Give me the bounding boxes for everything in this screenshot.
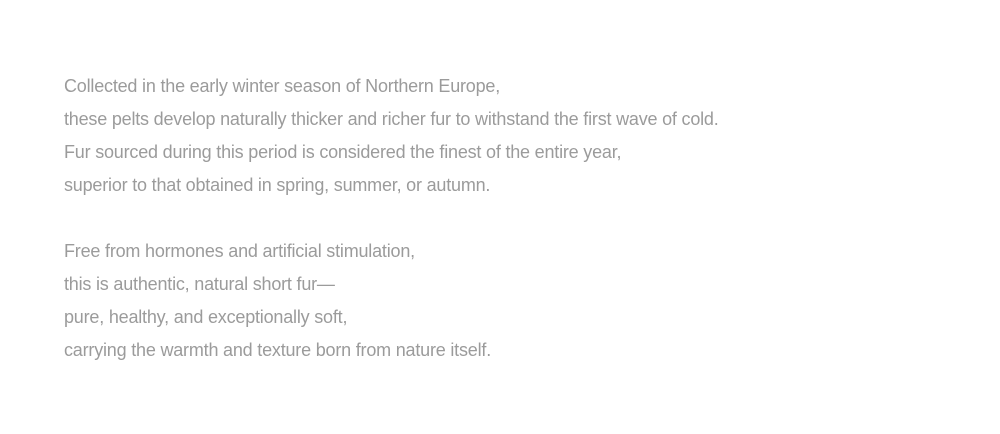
text-line: Collected in the early winter season of Northern Europe, [64,76,501,96]
text-line: carrying the warmth and texture born from nature itself. [64,340,491,360]
text-line: superior to that obtained in spring, summer, or autumn. [64,175,491,195]
text-line: Free from hormones and artificial stimulation, [64,241,415,261]
text-line: Fur sourced during this period is considered the finest of the entire year, [64,142,622,162]
text-line: pure, healthy, and exceptionally soft, [64,307,348,327]
paragraph-winter-collection [64,70,719,202]
product-description [64,70,719,367]
text-line: this is authentic, natural short fur— [64,274,335,294]
paragraph-natural-fur [64,235,719,367]
text-line: these pelts develop naturally thicker and richer fur to withstand the first wave of cold. [64,109,719,129]
